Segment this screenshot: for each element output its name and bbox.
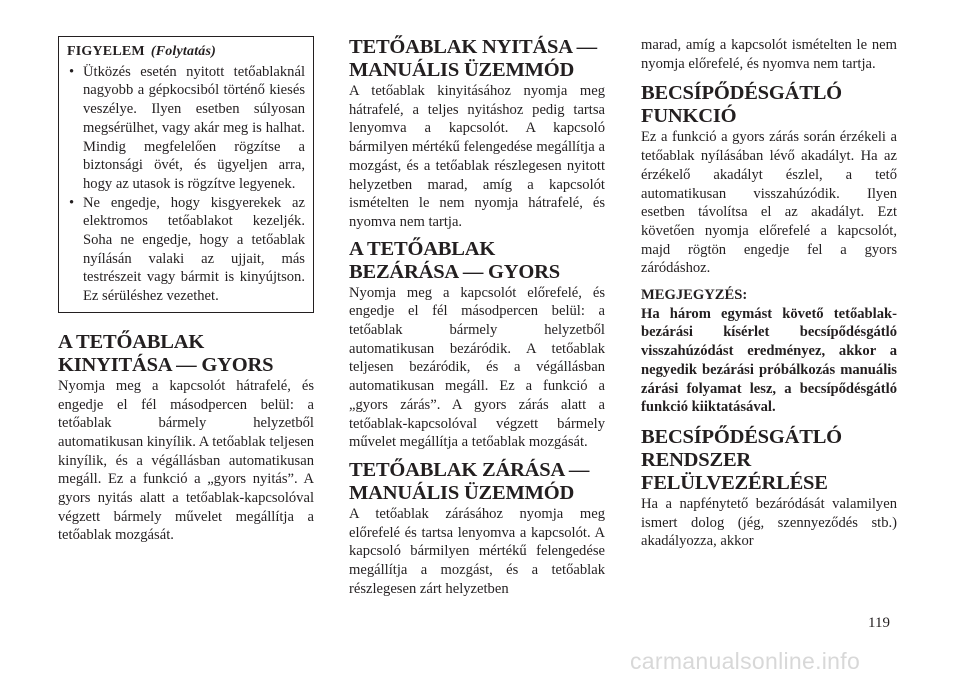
section-body-manual-close: A tetőablak zárásához nyomja meg előrefelé és tartsa lenyomva a kapcsolót. A kapcsoló bármilyen mértékű felengedése megállítja a mozgást, és a tetőablak részlegesen zárt helyzetben bbox=[349, 505, 605, 597]
section-body-override: Ha a napfénytető bezáródását valamilyen ismert dolog (jég, szennyeződés stb.) akadályozza, akkor bbox=[641, 495, 897, 550]
warning-item: • Ütközés esetén nyitott tetőablaknál nagyobb a gépkocsiból történő kiesés veszélye. Ilyen esetben súlyosan megsérülhet, vagy akár meg is halhat. Mindig megfelelően rögzítse a biztonsági övét, és ügyeljen arra, hogy az utasok is rögzítve legyenek. bbox=[67, 63, 305, 194]
section-body-manual-open: A tetőablak kinyitásához nyomja meg hátrafelé, a teljes nyitáshoz pedig tartsa lenyomva a kapcsolót. A kapcsoló bármilyen mértékű felengedése megállítja a mozgást, és a tetőablak részlegesen nyitott helyzetben marad, amíg a kapcsolót ismételten le nem nyomja hátrafelé, és nyomva nem tartja. bbox=[349, 83, 605, 230]
section-body-express-close: Nyomja meg a kapcsolót előrefelé, és engedje el fél másodpercen belül: a tetőablak bármely helyzetből automatikusan bezáródik. A tetőablak teljesen bezáródik, és a végállásban automatikusan megáll. Ez a funkció a „gyors zárás”. A gyors zárás alatt a tetőablak-kapcsolóval végzett bármely művelet megállítja a tetőablak mozgását. bbox=[349, 284, 605, 451]
section-body-express-open: Nyomja meg a kapcsolót hátrafelé, és engedje el fél másodpercen belül: a tetőablak bármely helyzetből automatikusan kinyílik. A tetőablak teljesen kinyílik, és a végállásban automatikusan megáll. Ez a funkció a „gyors nyitás”. A gyors nyitás alatt a tetőablak-kapcsolóval végzett bármely művelet megállítja a tetőablak mozgását. bbox=[58, 377, 314, 544]
section-body-pinch: Ez a funkció a gyors zárás során érzékeli a tetőablak nyílásában lévő akadályt. Ha az érzékelő akadályt észlel, a tető automatikusan visszahúzódik. Ilyen esetben távolítsa el az akadályt. Ezt követően nyomja előrefelé a kapcsolót, majd rögtön engedje fel a gyors záródáshoz. bbox=[641, 129, 897, 277]
note-text: Ha három egymást követő tetőablak-bezárási kísérlet becsípődésgátló visszahúzódást eredményez, akkor a negyedik bezárási próbálkozás manuális zárási folyamat lesz, a becsípődésgátló funkció kiiktatásával. bbox=[641, 305, 897, 416]
warning-heading bbox=[67, 43, 305, 62]
section-heading-manual-close: TETŐABLAK ZÁRÁSA — MANUÁLIS ÜZEMMÓD bbox=[349, 458, 590, 504]
watermark: carmanualsonline.info bbox=[630, 648, 861, 674]
warning-box bbox=[58, 36, 314, 313]
warning-title: FIGYELEM bbox=[67, 44, 145, 59]
section-body-manual-close-continued: marad, amíg a kapcsolót ismételten le nem nyomja előrefelé, és nyomva nem tartja. bbox=[641, 37, 897, 72]
column-middle bbox=[349, 36, 605, 598]
note-label: MEGJEGYZÉS: bbox=[641, 287, 748, 304]
warning-item: • Ne engedje, hogy kisgyerekek az elektromos tetőablakot kezeljék. Soha ne engedje, hogy a tetőablak nyílásán valaki az ujjait, más testrészeit vagy bármit is kinyújtson. Ez sérüléshez vezethet. bbox=[67, 194, 305, 306]
section-heading-manual-open: TETŐABLAK NYITÁSA — MANUÁLIS ÜZEMMÓD bbox=[349, 36, 597, 81]
page-number: 119 bbox=[868, 615, 890, 631]
column-right bbox=[641, 36, 897, 551]
section-heading-override: BECSÍPŐDÉSGÁTLÓ RENDSZER FELÜLVEZÉRLÉSE bbox=[641, 425, 842, 494]
warning-list bbox=[67, 63, 305, 306]
section-heading-express-open: A TETŐABLAK KINYITÁSA — GYORS bbox=[58, 330, 274, 376]
section-heading-pinch: BECSÍPŐDÉSGÁTLÓ FUNKCIÓ bbox=[641, 82, 842, 128]
column-left bbox=[58, 36, 314, 545]
warning-continued: (Folytatás) bbox=[150, 44, 217, 59]
section-heading-express-close: A TETŐABLAK BEZÁRÁSA — GYORS bbox=[349, 237, 560, 283]
